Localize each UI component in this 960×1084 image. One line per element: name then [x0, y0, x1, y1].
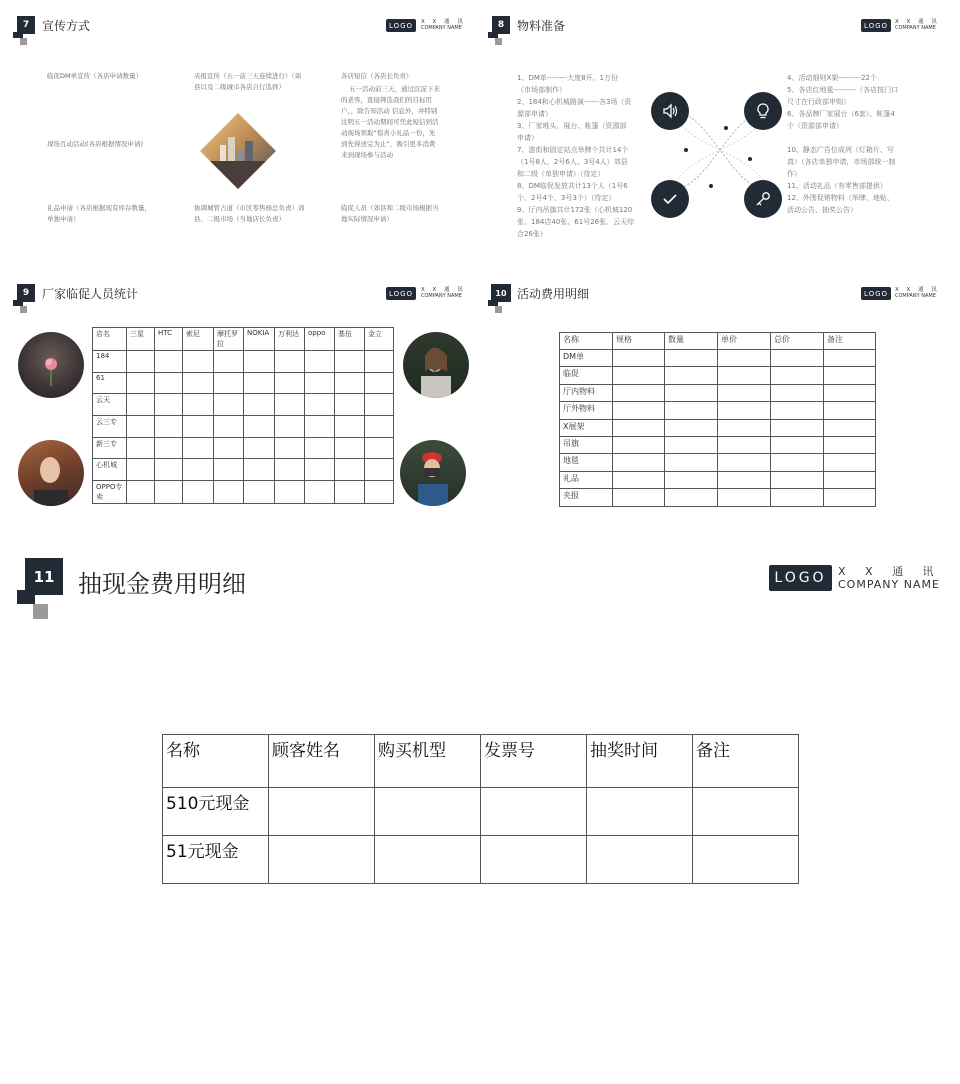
material-list-line: 4、活动细则X架---------22个 [787, 74, 877, 82]
table-cell [824, 436, 876, 453]
table-cell [824, 384, 876, 401]
table-cell [183, 416, 214, 438]
promo-item: 各店短信（各店长负责） [341, 72, 413, 80]
company-name-cn: X X 通 讯 [421, 19, 466, 25]
table-cell [269, 788, 375, 836]
table-header-cell: 备注 [693, 735, 799, 788]
promo-item: 现场互动活动(各店根据情况申请) [47, 140, 144, 148]
table-cell [718, 489, 771, 506]
row-label-cell: 184 [93, 351, 127, 373]
row-label-cell: 礼品 [560, 471, 613, 488]
table-cell [824, 402, 876, 419]
company-name-en: COMPANY NAME [895, 25, 936, 31]
table-header-cell: 单价 [718, 333, 771, 350]
table-cell [665, 402, 718, 419]
table-header-row [560, 333, 876, 350]
table-cell [718, 402, 771, 419]
person-photo [403, 332, 469, 398]
material-list-line: 6、各品牌厂家展台（6套）、帐篷4 [787, 110, 895, 118]
table-row [93, 437, 394, 459]
table-cell [275, 372, 305, 394]
table-cell [269, 836, 375, 884]
row-label-cell: 61 [93, 372, 127, 394]
promo-item: 五一活动前三天，通过沉淀下来的老客，直接筛选我们的目标用户，，除告知活动 信息外，并特别注明五一活动期间可凭此短信到活动现场领取“惊喜小礼品一份，先到先得送完为止”，吸引更多消费来到现场参与活动 [341, 85, 440, 159]
promo-item: 礼品申请（各店根据现有库存数量，单独申请） [47, 204, 151, 223]
row-label-cell: 云三专 [93, 416, 127, 438]
table-cell [155, 481, 183, 504]
table-row [93, 394, 394, 416]
table-header-cell: 备注 [824, 333, 876, 350]
table-cell [127, 372, 155, 394]
table-cell [244, 351, 275, 373]
table-header-row [93, 328, 394, 351]
corner-decoration-gray [33, 604, 48, 619]
table-cell [214, 394, 244, 416]
table-header-cell: 总价 [771, 333, 824, 350]
table-cell [718, 471, 771, 488]
material-list-line: 7、游街和固定站点举牌个共计14个 [517, 146, 629, 154]
material-list-line: 12、外围促销物料（举牌、地贴、 [787, 194, 894, 202]
company-name-en: COMPANY NAME [421, 293, 462, 299]
table-cell [275, 481, 305, 504]
table-cell [155, 394, 183, 416]
row-label-cell: 510元现金 [163, 788, 269, 836]
lightbulb-icon [744, 92, 782, 130]
row-label-cell: 51元现金 [163, 836, 269, 884]
table-cell [718, 419, 771, 436]
table-cell [665, 454, 718, 471]
slide-number: 9 [17, 284, 35, 302]
table-cell [613, 454, 665, 471]
table-cell [365, 481, 394, 504]
expense-detail-table [559, 332, 876, 507]
row-label-cell: 云天 [93, 394, 127, 416]
material-list-line: 2、184和心机城路演------各3场（资 [517, 98, 632, 106]
table-cell [305, 437, 335, 459]
table-header-cell: 名称 [560, 333, 613, 350]
slide-8 [480, 0, 960, 270]
table-cell [305, 459, 335, 481]
table-cell [771, 436, 824, 453]
table-cell [155, 351, 183, 373]
table-cell [305, 416, 335, 438]
table-cell [665, 350, 718, 367]
table-cell [365, 394, 394, 416]
table-cell [613, 489, 665, 506]
table-cell [771, 367, 824, 384]
table-row [560, 367, 876, 384]
material-list-line: 尺寸在行政部申购） [787, 98, 850, 106]
table-cell [718, 454, 771, 471]
table-cell [771, 402, 824, 419]
promo-item: 临促DM单宣传（各店申请数量） [47, 72, 143, 80]
table-cell [335, 416, 365, 438]
table-header-cell: oppo [305, 328, 335, 351]
table-cell [824, 471, 876, 488]
row-label-cell: OPPO专卖 [93, 481, 127, 504]
logo: LOGO [769, 565, 832, 591]
table-header-cell: 金立 [365, 328, 394, 351]
company-name-en: COMPANY NAME [421, 25, 462, 31]
table-cell [214, 437, 244, 459]
slide-title: 厂家临促人员统计 [42, 287, 139, 301]
table-row [560, 419, 876, 436]
table-cell [665, 384, 718, 401]
table-header-cell: 三星 [127, 328, 155, 351]
slide-7 [0, 0, 480, 270]
table-cell [587, 788, 693, 836]
person-photo [18, 332, 84, 398]
table-cell [127, 416, 155, 438]
table-header-cell: 规格 [613, 333, 665, 350]
table-row [163, 836, 799, 884]
row-label-cell: 夹报 [560, 489, 613, 506]
table-cell [305, 372, 335, 394]
material-list-right [787, 72, 927, 216]
material-list-line: 个、2号4个、3号3个）（待定） [517, 194, 616, 202]
company-name-cn: X X 通 讯 [838, 565, 942, 578]
table-cell [613, 436, 665, 453]
table-cell [305, 481, 335, 504]
table-cell [155, 459, 183, 481]
table-cell [375, 788, 481, 836]
slide-number: 8 [492, 16, 510, 34]
table-cell [481, 788, 587, 836]
table-cell [771, 471, 824, 488]
table-cell [824, 454, 876, 471]
table-row [560, 350, 876, 367]
table-header-cell: 店名 [93, 328, 127, 351]
table-cell [613, 402, 665, 419]
table-cell [613, 471, 665, 488]
connector-dot [724, 126, 728, 130]
slide-title: 宣传方式 [42, 19, 91, 33]
corner-decoration-gray [495, 38, 502, 45]
table-row [560, 454, 876, 471]
row-label-cell: X展架 [560, 419, 613, 436]
table-cell [335, 351, 365, 373]
table-cell [214, 481, 244, 504]
slide-11 [0, 540, 960, 1084]
table-header-cell: 数量 [665, 333, 718, 350]
table-cell [365, 351, 394, 373]
table-cell [824, 367, 876, 384]
material-list-line [787, 132, 927, 144]
speaker-icon [651, 92, 689, 130]
table-cell [771, 419, 824, 436]
material-list-line: （1号8人、2号6人、3号4人）郊县 [517, 158, 628, 166]
table-header-cell: 购买机型 [375, 735, 481, 788]
table-cell [824, 350, 876, 367]
table-row [560, 402, 876, 419]
table-cell [335, 481, 365, 504]
table-cell [613, 350, 665, 367]
company-name-en: COMPANY NAME [838, 578, 940, 591]
table-cell [244, 459, 275, 481]
corner-decoration-gray [20, 306, 27, 313]
table-cell [183, 351, 214, 373]
table-cell [693, 788, 799, 836]
material-list-line: 5、各店红地毯---------（各店按门口 [787, 86, 899, 94]
company-name-cn: X X 通 讯 [895, 19, 940, 25]
table-cell [183, 459, 214, 481]
material-list-line: 活动公告、抽奖公告） [787, 206, 857, 214]
table-cell [183, 372, 214, 394]
slide-title: 物料准备 [517, 19, 566, 33]
table-header-cell: HTC [155, 328, 183, 351]
table-cell [127, 437, 155, 459]
table-cell [665, 471, 718, 488]
table-cell [275, 437, 305, 459]
table-header-cell: 索尼 [183, 328, 214, 351]
table-cell [718, 350, 771, 367]
table-header-cell: NOKIA [244, 328, 275, 351]
table-header-cell: 抽奖时间 [587, 735, 693, 788]
table-cell [665, 436, 718, 453]
material-list-line: 3、厂家堆头、展台、帐篷（资源部 [517, 122, 627, 130]
table-cell [771, 384, 824, 401]
table-cell [365, 437, 394, 459]
table-cell [718, 436, 771, 453]
table-cell [214, 459, 244, 481]
row-label-cell: 厅外物料 [560, 402, 613, 419]
table-cell [244, 372, 275, 394]
table-cell [183, 437, 214, 459]
table-cell [613, 367, 665, 384]
logo: LOGO [386, 287, 416, 300]
table-cell [244, 481, 275, 504]
company-name-cn: X X 通 讯 [895, 287, 940, 293]
connector-dot [748, 157, 752, 161]
material-list-line: （市场部制作） [517, 86, 566, 94]
table-cell [127, 394, 155, 416]
connector-dot [684, 148, 688, 152]
table-row [560, 489, 876, 506]
table-cell [244, 394, 275, 416]
table-row [93, 459, 394, 481]
row-label-cell: DM单 [560, 350, 613, 367]
connector-dot [709, 184, 713, 188]
material-list-line: 9、厅内吊旗共计172张（心机城120 [517, 206, 633, 214]
table-cell [335, 459, 365, 481]
material-list-line: 作） [787, 170, 801, 178]
key-icon [744, 180, 782, 218]
material-list-line: 11、活动礼品（有零售部提供） [787, 182, 887, 190]
corner-decoration-gray [20, 38, 27, 45]
material-list-line: 合26张） [517, 230, 547, 238]
company-name-en: COMPANY NAME [895, 293, 936, 299]
row-label-cell: 临促 [560, 367, 613, 384]
table-cell [214, 416, 244, 438]
slide-number: 7 [17, 16, 35, 34]
table-cell [365, 372, 394, 394]
table-row [93, 416, 394, 438]
table-cell [155, 437, 183, 459]
table-cell [155, 416, 183, 438]
slide-title: 抽现金费用明细 [78, 570, 246, 598]
material-list-line: 源部申请） [517, 110, 552, 118]
material-list-line: 1、DM单--------大度8开、1万份 [517, 74, 618, 82]
table-cell [214, 372, 244, 394]
table-cell [305, 394, 335, 416]
material-list-line: 10、静态广告位成列（灯箱片、写 [787, 146, 894, 154]
table-row [560, 436, 876, 453]
table-cell [183, 481, 214, 504]
material-list-line: 8、DM临促发放共计13个人（1号6 [517, 182, 628, 190]
checkmark-icon [651, 180, 689, 218]
table-cell [127, 459, 155, 481]
row-label-cell: 厅内物料 [560, 384, 613, 401]
table-cell [771, 489, 824, 506]
table-cell [718, 367, 771, 384]
promo-item: 协调城管占道（市区零售杨总负责）郊县、二级市场（当地店长负责） [194, 204, 305, 223]
table-cell [665, 489, 718, 506]
table-row [93, 481, 394, 504]
material-list-line: 真）（各店单独申请，市场部统一制 [787, 158, 896, 166]
promo-item: 临促人员（郊县和二级市场根据当地实际情况申请） [341, 204, 439, 223]
table-header-cell: 摩托罗拉 [214, 328, 244, 351]
table-cell [127, 351, 155, 373]
row-label-cell: 吊旗 [560, 436, 613, 453]
row-label-cell: 地毯 [560, 454, 613, 471]
corner-decoration-gray [495, 306, 502, 313]
cash-draw-expense-table [162, 734, 799, 884]
material-list-line: 申请） [517, 134, 538, 142]
slide-10 [480, 270, 960, 540]
table-cell [771, 350, 824, 367]
table-cell [824, 489, 876, 506]
table-cell [335, 372, 365, 394]
table-cell [335, 394, 365, 416]
material-list-left [517, 72, 647, 240]
slide-9 [0, 270, 480, 540]
slide-number: 11 [25, 558, 63, 595]
promo-item: 夹报宣传（五一前三天连续进行）（郊县以及二级城市各店自行选择） [194, 72, 302, 91]
logo: LOGO [861, 287, 891, 300]
table-cell [771, 454, 824, 471]
table-cell [214, 351, 244, 373]
city-photo-diamond [198, 111, 278, 191]
table-header-row [163, 735, 799, 788]
table-cell [275, 351, 305, 373]
material-list-line: 个（资源部申请） [787, 122, 843, 130]
table-cell [275, 459, 305, 481]
table-cell [718, 384, 771, 401]
table-cell [375, 836, 481, 884]
table-header-cell: 名称 [163, 735, 269, 788]
table-cell [665, 419, 718, 436]
table-row [93, 351, 394, 373]
table-cell [244, 416, 275, 438]
table-header-cell: 万利达 [275, 328, 305, 351]
company-name-cn: X X 通 讯 [421, 287, 466, 293]
slide-title: 活动费用明细 [517, 287, 590, 301]
table-cell [275, 394, 305, 416]
table-cell [127, 481, 155, 504]
table-cell [693, 836, 799, 884]
table-row [163, 788, 799, 836]
table-cell [365, 416, 394, 438]
table-header-cell: 基伍 [335, 328, 365, 351]
table-row [93, 372, 394, 394]
table-cell [587, 836, 693, 884]
row-label-cell: 新三专 [93, 437, 127, 459]
table-cell [613, 419, 665, 436]
row-label-cell: 心机城 [93, 459, 127, 481]
table-cell [275, 416, 305, 438]
person-photo [18, 440, 84, 506]
table-cell [155, 372, 183, 394]
table-cell [665, 367, 718, 384]
table-header-cell: 顾客姓名 [269, 735, 375, 788]
table-cell [335, 437, 365, 459]
table-cell [244, 437, 275, 459]
table-row [560, 384, 876, 401]
material-list-line: 张、184店40张、61号26张、云天综 [517, 218, 635, 226]
table-cell [305, 351, 335, 373]
table-cell [613, 384, 665, 401]
table-header-cell: 发票号 [481, 735, 587, 788]
logo: LOGO [386, 19, 416, 32]
table-row [560, 471, 876, 488]
table-cell [183, 394, 214, 416]
person-photo [400, 440, 466, 506]
table-cell [824, 419, 876, 436]
slide-number: 10 [491, 284, 511, 302]
promoter-stats-table [92, 327, 394, 504]
material-list-line: 和二级（单独申请）（待定） [517, 170, 605, 178]
table-cell [481, 836, 587, 884]
logo: LOGO [861, 19, 891, 32]
table-cell [365, 459, 394, 481]
